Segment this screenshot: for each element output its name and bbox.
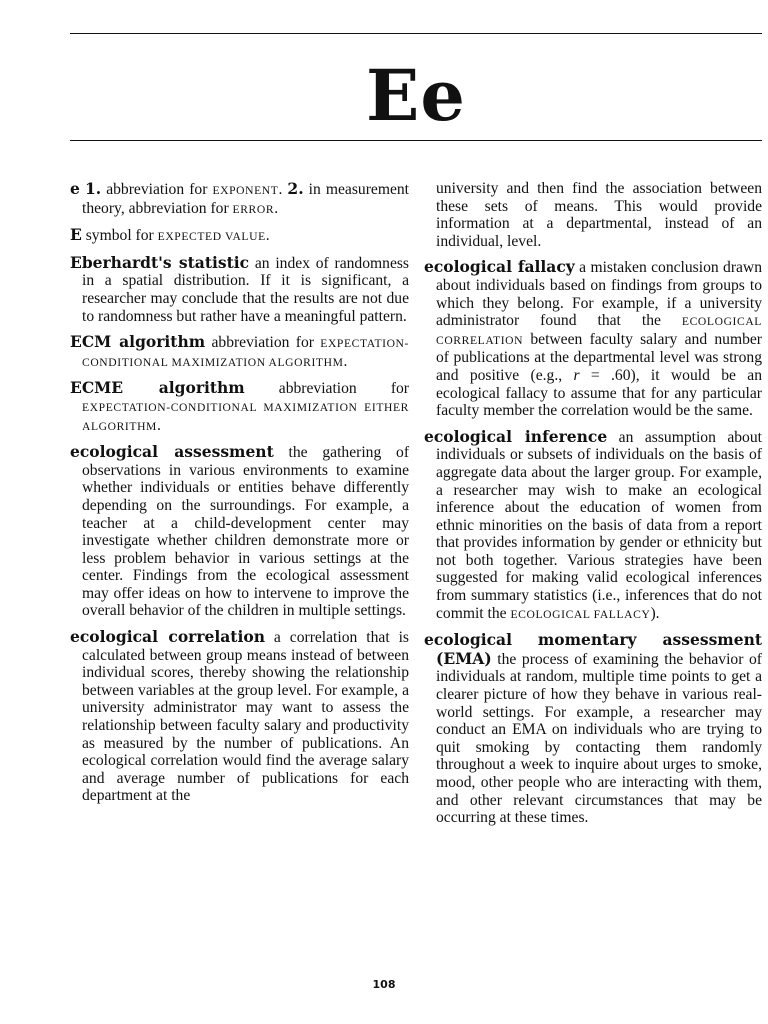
definition-text: an index of randomness in a spatial distribution. If it is significant, a researcher may conclude that the results are not due to randomness but rather have a meaningful pattern. [82, 254, 410, 325]
definition-text: a correlation that is calculated between group means instead of between individual scores, thereby showing the relationship between variables at the group level. For example, a university administrator may want to assess the relationship between faculty salary and productivity as measured by the number of publications. An ecological correlation would find the average salary and average number of publications for each department at the [82, 629, 409, 805]
bottom-rule [70, 140, 762, 141]
headword: E [70, 225, 82, 245]
page-number: 108 [372, 978, 396, 991]
top-rule [70, 33, 762, 34]
definition-text: the process of examining the behavior of individuals at random, multiple time points to get a clearer picture of how they behave in various real-world settings. For example, a researcher may conduct an EMA on individuals who are trying to quit smoking by contacting them randomly throughout a week to inquire about urges to smoke, mood, other people who are interacting with them, and other relevant circumstances that may be occurring at these times. [436, 650, 762, 827]
definition-text: university and then find the association between these sets of means. This would provide information at a departmental, instead of an individual, level. [436, 180, 762, 250]
headword: ecological correlation [70, 627, 265, 647]
entry-ecological-inference [424, 428, 762, 624]
definition-text: the gathering of observations in various environments to examine whether individuals or entities behave differently depending on the surroundings. For example, a teacher at a child-development center may investigate whether children demonstrate more or less problem behavior in various settings at the center. Findings from the ecological assessment may offer ideas on how to intervene to improve the overall behavior of the children in multiple settings. [82, 444, 410, 620]
cross-reference: ERROR [232, 202, 275, 216]
entry-eberhardts-statistic [70, 254, 409, 325]
cross-reference: ECOLOGICAL CORRELATION [436, 315, 762, 347]
right-column [424, 180, 762, 835]
variable-r: r [573, 366, 580, 384]
headword: ecological inference [424, 426, 608, 446]
definition-text: = .60), it would be an ecological fallacy to assume that for any particular faculty member the correlation would be the same. [436, 366, 762, 420]
headword: ecological momentary assessment [424, 630, 762, 650]
definition-text: ). [650, 604, 660, 622]
entry-ecological-correlation [70, 628, 409, 805]
cross-reference: EXPECTATION-CONDITIONAL MAXIMIZATION ALGORITHM [82, 337, 409, 369]
headword-abbreviation: (EMA) [436, 648, 492, 668]
headword: Eberhardt's statistic [70, 252, 250, 272]
entry-e [70, 180, 409, 218]
entry-E [70, 226, 409, 246]
definition-text: abbreviation for [244, 380, 409, 398]
sense-number: 1. [84, 179, 102, 198]
left-column [70, 180, 409, 813]
cross-reference: EXPECTED VALUE [157, 230, 266, 244]
definition-text: abbreviation for [101, 181, 213, 198]
cross-reference: EXPECTATION-CONDITIONAL MAXIMIZATION EITHER ALGORITHM [82, 400, 409, 433]
headword: ecological fallacy [424, 257, 575, 277]
definition-text: in measurement theory, abbreviation for [82, 181, 410, 217]
definition-text: a mistaken conclusion drawn about individuals based on findings from groups to which they belong. For example, if a university administrator found that the [436, 259, 762, 330]
section-letters: Ee [366, 54, 466, 137]
definition-text: . [278, 181, 288, 198]
cross-reference: ECOLOGICAL FALLACY [510, 607, 651, 621]
sense-number: 2. [287, 179, 304, 198]
definition-text: . [343, 352, 348, 370]
definition-text: . [274, 199, 279, 217]
headword: ECM algorithm [70, 332, 206, 352]
headword: e [70, 179, 80, 198]
entry-ecological-fallacy [424, 258, 762, 419]
headword: ECME algorithm [70, 378, 245, 398]
entry-ecological-momentary-assessment [424, 631, 762, 827]
entry-ecm-algorithm [70, 333, 409, 371]
definition-text: abbreviation for [205, 334, 321, 352]
entry-ecme-algorithm [70, 379, 409, 435]
definition-text: between faculty salary and number of publications at the departmental level was strong and positive (e.g., [436, 330, 762, 384]
definition-text: symbol for [81, 227, 158, 245]
entry-ecological-assessment [70, 443, 409, 620]
definition-text: an assumption about individuals or subsets of individuals on the basis of aggregate data about the larger group. For example, a researcher may wish to make an ecological inference about the education of women from ethnic minorities on the basis of data from a report that provides information by gender or ethnicity but not both together. Various strategies have been suggested for making valid ecological inferences from summary statistics (i.e., inferences that do not commit the [436, 428, 762, 622]
definition-text: . [156, 416, 161, 434]
cross-reference: EXPONENT [212, 184, 279, 197]
definition-text: . [265, 227, 270, 245]
headword: ecological assessment [70, 442, 274, 462]
entry-continuation [424, 180, 762, 250]
